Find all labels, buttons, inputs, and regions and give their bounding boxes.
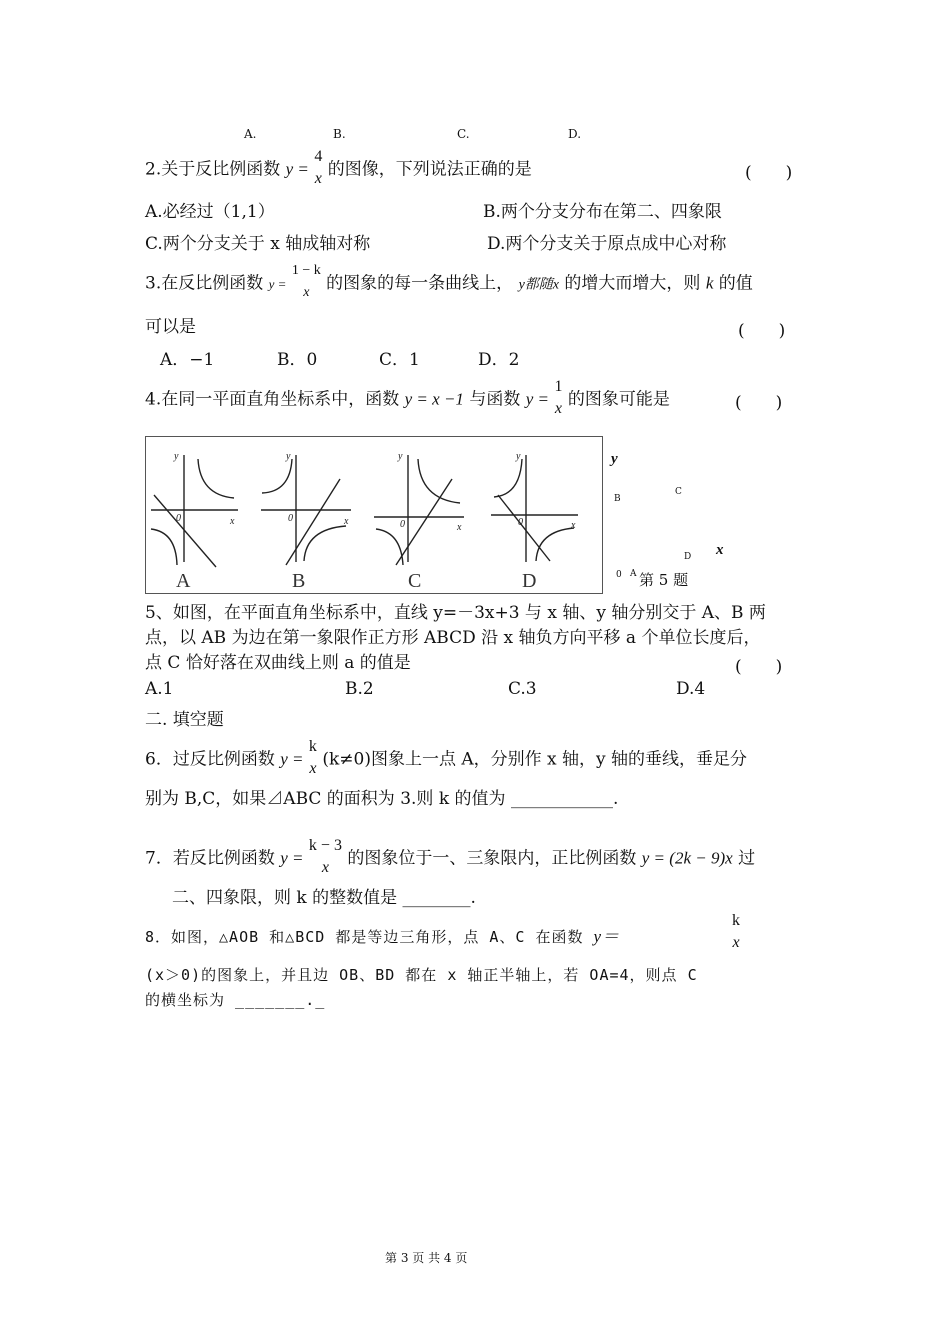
q5-fig-o-label: 0 xyxy=(616,570,622,580)
graph-a-origin: 0 xyxy=(176,513,181,524)
q1-option-c: C. xyxy=(457,127,470,141)
q8-answer-blank[interactable]: _______._ xyxy=(235,991,326,1009)
q8-fraction: k x xyxy=(732,912,740,951)
q2-option-c: C.两个分支关于 x 轴成轴对称 xyxy=(145,234,371,254)
graph-a xyxy=(151,455,238,567)
q8-line3: 的横坐标为 _______._ xyxy=(145,991,326,1009)
q7-fraction: k − 3 x xyxy=(308,837,342,876)
q7-line2: 二、四象限，则 k 的整数值是 ________. xyxy=(172,888,476,908)
graph-d-origin: 0 xyxy=(518,517,523,528)
graph-c-label: C xyxy=(408,570,422,592)
q5-fig-a-label: A xyxy=(630,569,637,579)
question-4-stem: 4.在同一平面直角坐标系中，函数 y = x −1 与函数 y = 1 x 的图象可能是 xyxy=(145,378,670,422)
page-footer: 第 3 页 共 4 页 xyxy=(385,1251,468,1265)
q5-line3: 点 C 恰好落在双曲线上则 a 的值是 xyxy=(145,653,411,673)
question-8-stem: 8．如图，△AOB 和△BCD 都是等边三角形，点 A、C 在函数 y＝ xyxy=(145,927,621,946)
graph-d-y-label: y xyxy=(516,451,521,462)
q3-option-a: A．−1 xyxy=(160,350,215,370)
q4-fraction: 1 x xyxy=(554,378,563,417)
q2-option-a: A.必经过（1,1） xyxy=(145,202,275,222)
q2-answer-paren: ( ) xyxy=(745,163,793,183)
q3-fraction: 1 − k x xyxy=(291,263,321,300)
question-6-stem: 6．过反比例函数 y = k x (k≠0)图象上一点 A，分别作 x 轴，y 轴的垂线，垂足分 xyxy=(145,738,747,782)
q3-answer-paren: ( ) xyxy=(738,321,786,341)
q5-option-c: C.3 xyxy=(508,679,537,699)
q3-option-b: B．0 xyxy=(277,350,318,370)
graph-b-y-label: y xyxy=(286,451,291,462)
q3-option-d: D．2 xyxy=(478,350,520,370)
graph-a-x-label: x xyxy=(230,516,235,527)
q5-answer-paren: ( ) xyxy=(735,657,783,677)
question-7-stem: 7．若反比例函数 y = k − 3 x 的图象位于一、三象限内，正比例函数 y = (2k − 9)x 过 xyxy=(145,837,755,881)
q8-line2: (x＞0)的图象上，并且边 OB、BD 都在 x 轴正半轴上，若 OA=4，则点 C xyxy=(145,966,698,984)
q5-fig-c-label: C xyxy=(675,487,682,497)
graph-b-origin: 0 xyxy=(288,513,293,524)
q4-answer-paren: ( ) xyxy=(735,393,783,413)
graph-c xyxy=(374,455,464,565)
q1-option-a: A. xyxy=(244,127,257,141)
graph-a-label: A xyxy=(176,570,191,592)
q4-graphs-svg xyxy=(146,437,602,593)
question-2-stem: 2.关于反比例函数 y = 4 x 的图像，下列说法正确的是 xyxy=(145,148,532,192)
q7-answer-blank[interactable]: ________. xyxy=(402,888,476,908)
graph-b-x-label: x xyxy=(344,516,349,527)
q2-option-b: B.两个分支分布在第二、四象限 xyxy=(483,202,722,222)
q5-option-b: B.2 xyxy=(345,679,374,699)
q6-fraction: k x xyxy=(308,738,317,777)
graph-c-x-label: x xyxy=(457,522,462,533)
q5-line1: 5、如图，在平面直角坐标系中，直线 y=－3x+3 与 x 轴、y 轴分别交于 A、B 两 xyxy=(145,603,766,623)
graph-c-y-label: y xyxy=(398,451,403,462)
q5-option-a: A.1 xyxy=(145,679,174,699)
graph-b xyxy=(261,455,351,565)
graph-d xyxy=(491,455,578,562)
graph-d-label: D xyxy=(522,570,537,592)
q5-fig-d-label: D xyxy=(684,552,692,562)
q3-line2: 可以是 xyxy=(145,317,196,337)
q2-option-d: D.两个分支关于原点成中心对称 xyxy=(487,234,727,254)
graph-a-y-label: y xyxy=(174,451,179,462)
graph-b-label: B xyxy=(292,570,306,592)
q2-fraction: 4 x xyxy=(314,148,323,187)
q5-fig-y-label: y xyxy=(611,451,618,467)
q4-graph-panel xyxy=(145,436,603,594)
q6-answer-blank[interactable]: ____________. xyxy=(510,789,619,809)
q5-fig-caption: 第 5 题 xyxy=(639,571,689,589)
q5-fig-b-label: B xyxy=(614,494,621,504)
q1-option-b: B. xyxy=(333,127,346,141)
q5-line2: 点，以 AB 为边在第一象限作正方形 ABCD 沿 x 轴负方向平移 a 个单位长度后， xyxy=(145,628,761,648)
q5-fig-x-label: x xyxy=(716,542,724,558)
q5-option-d: D.4 xyxy=(676,679,706,699)
graph-d-x-label: x xyxy=(571,520,576,531)
q3-option-c: C．1 xyxy=(379,350,420,370)
q1-option-d: D. xyxy=(568,127,582,141)
q6-line2: 别为 B,C，如果⊿ABC 的面积为 3.则 k 的值为 ____________. xyxy=(145,789,619,809)
section-2-heading: 二. 填空题 xyxy=(145,710,224,730)
question-3-stem: 3.在反比例函数 y = 1 − k x 的图象的每一条曲线上， y都随x 的增大而增大，则 k 的值 xyxy=(145,262,753,306)
graph-c-origin: 0 xyxy=(400,519,405,530)
